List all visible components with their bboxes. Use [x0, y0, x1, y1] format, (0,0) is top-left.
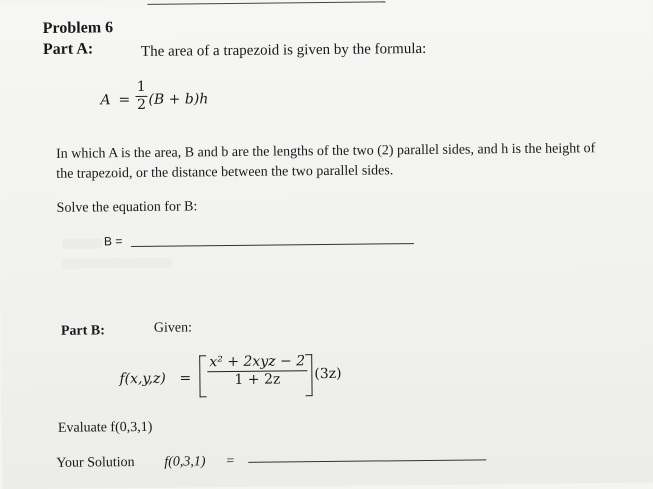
answer-b-label: B =	[103, 234, 123, 249]
your-solution-line[interactable]	[248, 459, 486, 462]
formula-lhs: A	[100, 92, 111, 109]
your-solution-expr: f(0,3,1)	[164, 454, 206, 470]
problem-title: Problem 6	[42, 19, 114, 37]
ghost-mark	[62, 238, 102, 248]
function-denominator: 1 + 2z	[234, 371, 281, 388]
fraction-denominator: 2	[136, 96, 147, 113]
your-solution-label: Your Solution	[56, 455, 135, 471]
function-numerator: x² + 2xyz − 2	[209, 353, 306, 371]
function-fraction	[207, 354, 307, 388]
function-equals: =	[179, 370, 192, 387]
evaluate-instruction: Evaluate f(0,3,1)	[57, 419, 153, 436]
function-multiplier: (3z)	[314, 365, 342, 383]
answer-b-line[interactable]	[131, 243, 414, 247]
formula-rhs: (B + b)h	[148, 91, 209, 108]
definition-line-2: the trapezoid, or the distance between the two parallel sides.	[56, 163, 394, 182]
part-b-given: Given:	[153, 320, 193, 336]
formula-fraction	[135, 80, 147, 113]
part-b-label: Part B:	[60, 323, 105, 339]
ghost-mark	[62, 258, 172, 269]
right-bracket	[305, 354, 312, 396]
solve-instruction: Solve the equation for B:	[56, 199, 198, 216]
left-bracket	[199, 355, 206, 397]
part-a-intro: The area of a trapezoid is given by the formula:	[140, 40, 427, 60]
formula-equals: =	[118, 92, 131, 109]
part-a-label: Part A:	[42, 40, 94, 58]
function-lhs: f(x,y,z)	[119, 370, 166, 388]
your-solution-equals: =	[226, 453, 235, 470]
definition-line-1: In which A is the area, B and b are the lengths of the two (2) parallel sides, and h is the height of	[55, 141, 596, 162]
fraction-numerator: 1	[136, 78, 146, 95]
top-rule	[147, 1, 385, 4]
